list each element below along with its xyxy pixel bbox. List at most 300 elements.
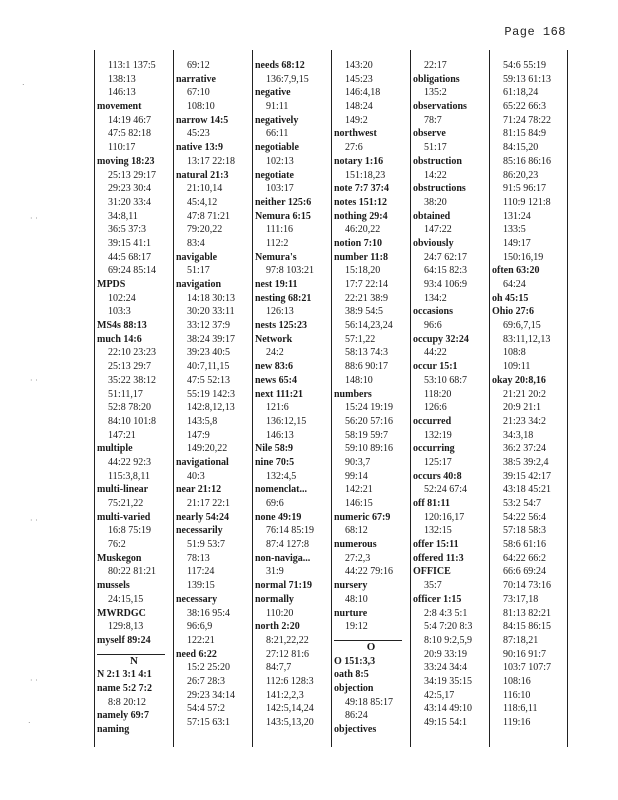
- index-entry-location: 116:10: [503, 689, 531, 701]
- index-entry-location: 71:24 78:22: [503, 114, 552, 126]
- index-entry-location: 40:7,11,15: [187, 361, 230, 373]
- index-entry-term: occasions: [413, 306, 453, 318]
- index-entry-location: 15:2 25:20: [187, 662, 231, 674]
- index-entry-term: Ohio 27:6: [492, 306, 534, 318]
- section-divider: [334, 634, 402, 641]
- index-entry-term: need 6:22: [176, 648, 217, 660]
- index-entry-location: 84:15,20: [503, 142, 539, 154]
- index-entry-term: nearly 54:24: [176, 511, 230, 523]
- index-entry-location: 78:13: [187, 552, 210, 564]
- index-entry-location: 147:21: [108, 429, 136, 441]
- index-entry-location: 31:9: [266, 566, 284, 578]
- index-entry-location: 70:14 73:16: [503, 580, 552, 592]
- index-entry-term: negotiable: [255, 142, 299, 154]
- index-entry-location: 24:7 62:17: [424, 251, 468, 263]
- index-entry-location: 80:22 81:21: [108, 566, 157, 578]
- index-entry-location: 86:24: [345, 710, 368, 722]
- index-entry-location: 99:14: [345, 470, 368, 482]
- index-entry-term: objection: [334, 682, 374, 694]
- index-entry-location: 21:23 34:2: [503, 415, 547, 427]
- index-entry-term: occurring: [413, 443, 455, 455]
- index-column: [173, 50, 252, 747]
- index-entry-location: 35:22 38:12: [108, 374, 157, 386]
- index-entry-location: 134:2: [424, 292, 447, 304]
- index-entry-location: 90:16 91:7: [503, 648, 547, 660]
- index-entry-term: offer 15:11: [413, 539, 459, 551]
- index-entry-location: 34:8,11: [108, 210, 138, 222]
- index-entry-term: Nemura 6:15: [255, 210, 311, 222]
- index-entry-term: northwest: [334, 128, 377, 140]
- index-entry-location: 81:13 82:21: [503, 607, 552, 619]
- index-entry-location: 136:7,9,15: [266, 73, 309, 85]
- index-entry-location: 81:15 84:9: [503, 128, 547, 140]
- index-entry-location: 121:6: [266, 402, 289, 414]
- index-entry-term: navigation: [176, 279, 222, 290]
- index-entry-term: notes 151:12: [334, 196, 388, 208]
- index-entry-location: 84:10 101:8: [108, 415, 157, 427]
- index-entry-location: 149:2: [345, 114, 368, 126]
- index-entry-term: obviously: [413, 237, 454, 249]
- index-entry-location: 43:18 45:21: [503, 484, 552, 496]
- index-entry-location: 15:24 19:19: [345, 402, 394, 414]
- index-entry-location: 14:19 46:7: [108, 114, 152, 126]
- index-entry-location: 143:5,8: [187, 415, 218, 427]
- index-entry-term: namely 69:7: [97, 710, 149, 722]
- index-entry-location: 22:17: [424, 60, 447, 71]
- index-entry-location: 83:11,12,13: [503, 333, 551, 345]
- index-entry-term: MPDS: [97, 279, 126, 290]
- index-entry-location: 132:15: [424, 525, 452, 537]
- index-entry-location: 20:9 21:1: [503, 402, 542, 414]
- index-entry-location: 110:17: [108, 142, 136, 154]
- index-entry-location: 49:18 85:17: [345, 696, 394, 708]
- section-divider: [97, 648, 165, 655]
- index-entry-location: 118:6,11: [503, 703, 538, 715]
- index-entry-location: 51:17: [187, 265, 210, 277]
- index-entry-location: 139:15: [187, 580, 215, 592]
- index-entry-location: 141:2,2,3: [266, 689, 304, 701]
- index-entry-location: 66:6 69:24: [503, 566, 547, 578]
- index-entry-location: 44:22: [424, 347, 447, 359]
- index-entry-term: notion 7:10: [334, 237, 383, 249]
- index-entry-location: 8:8 20:12: [108, 696, 147, 708]
- index-entry-term: OFFICE: [413, 566, 451, 578]
- index-entry-location: 110:9 121:8: [503, 196, 551, 208]
- index-entry-location: 87:18,21: [503, 634, 539, 646]
- index-entry-location: 29:23 30:4: [108, 183, 152, 195]
- index-entry-location: 53:2 54:7: [503, 498, 542, 509]
- index-entry-location: 88:6 90:17: [345, 361, 389, 373]
- index-entry-location: 29:23 34:14: [187, 689, 236, 701]
- index-entry-location: 55:19 142:3: [187, 388, 236, 400]
- index-entry-location: 108:16: [503, 675, 531, 687]
- index-entry-location: 67:10: [187, 87, 210, 99]
- index-entry-location: 27:6: [345, 142, 363, 154]
- index-entry-location: 53:10 68:7: [424, 374, 468, 386]
- index-entry-location: 42:5,17: [424, 689, 455, 701]
- index-entry-location: 51:11,17: [108, 388, 143, 400]
- index-entry-location: 103:17: [266, 183, 294, 195]
- index-entry-location: 142:8,12,13: [187, 402, 235, 414]
- index-entry-term: note 7:7 37:4: [334, 183, 389, 195]
- index-entry-term: observations: [413, 101, 467, 113]
- index-entry-term: needs 68:12: [255, 60, 305, 71]
- index-entry-location: 57:1,22: [345, 333, 376, 345]
- index-entry-location: 54:22 56:4: [503, 511, 547, 523]
- index-entry-location: 69:12: [187, 60, 210, 71]
- index-entry-location: 117:24: [187, 566, 215, 578]
- index-entry-term: near 21:12: [176, 484, 222, 496]
- index-entry-location: 84:7,7: [266, 662, 292, 674]
- index-entry-location: 57:15 63:1: [187, 717, 231, 728]
- index-entry-location: 122:21: [187, 634, 215, 646]
- index-entry-location: 43:14 49:10: [424, 703, 473, 715]
- index-entry-location: 129:8,13: [108, 621, 144, 633]
- index-entry-location: 54:4 57:2: [187, 703, 226, 715]
- index-entry-location: 64:24: [503, 279, 526, 290]
- index-entry-term: none 49:19: [255, 511, 302, 523]
- index-entry-term: mussels: [97, 580, 130, 592]
- index-column: [331, 50, 410, 747]
- index-entry-location: 143:5,13,20: [266, 717, 314, 728]
- index-entry-location: 30:20 33:11: [187, 306, 235, 318]
- index-entry-term: much 14:6: [97, 333, 142, 345]
- section-letter-heading: N: [130, 654, 138, 667]
- index-entry-location: 65:22 66:3: [503, 101, 547, 113]
- index-entry-location: 49:15 54:1: [424, 717, 468, 728]
- section-letter-heading: O: [366, 640, 376, 653]
- index-entry-location: 96:6,9: [187, 621, 213, 633]
- index-entry-location: 69:6: [266, 498, 284, 509]
- index-entry-location: 103:3: [108, 306, 131, 318]
- index-entry-location: 118:20: [424, 388, 452, 400]
- index-entry-location: 147:22: [424, 224, 452, 236]
- index-entry-term: occur 15:1: [413, 361, 458, 373]
- index-entry-term: movement: [97, 101, 142, 113]
- index-entry-location: 73:17,18: [503, 593, 539, 605]
- index-column: [252, 50, 331, 747]
- index-entry-location: 120:16,17: [424, 511, 465, 523]
- index-entry-term: nest 19:11: [255, 279, 298, 290]
- page-number: Page 168: [504, 25, 566, 39]
- index-entry-term: navigable: [176, 251, 218, 263]
- index-entry-location: 26:7 28:3: [187, 675, 226, 687]
- index-entry-location: 135:2: [424, 87, 447, 99]
- index-entry-location: 64:15 82:3: [424, 265, 468, 277]
- index-entry-location: 39:23 40:5: [187, 347, 231, 359]
- index-entry-location: 44:5 68:17: [108, 251, 152, 263]
- index-entry-location: 151:18,23: [345, 169, 386, 181]
- index-entry-location: 38:20: [424, 196, 447, 208]
- index-entry-location: 131:24: [503, 210, 531, 222]
- index-entry-term: necessarily: [176, 525, 223, 537]
- index-entry-term: obstruction: [413, 155, 462, 167]
- index-entry-location: 16:8 75:19: [108, 525, 152, 537]
- index-entry-location: 27:2,3: [345, 552, 371, 564]
- index-entry-location: 69:24 85:14: [108, 265, 157, 277]
- index-entry-location: 108:8: [503, 347, 526, 359]
- index-entry-term: natural 21:3: [176, 169, 229, 181]
- index-entry-term: moving 18:23: [97, 155, 155, 167]
- index-entry-location: 108:10: [187, 101, 215, 113]
- index-entry-term: news 65:4: [255, 374, 297, 386]
- index-entry-location: 112:6 128:3: [266, 675, 314, 687]
- index-entry-term: offered 11:3: [413, 552, 464, 564]
- index-entry-location: 69:6,7,15: [503, 320, 541, 332]
- index-entry-location: 34:3,18: [503, 429, 534, 441]
- index-entry-term: nine 70:5: [255, 456, 295, 468]
- index-entry-location: 87:4 127:8: [266, 539, 310, 551]
- index-entry-location: 17:7 22:14: [345, 279, 389, 290]
- index-entry-location: 86:20,23: [503, 169, 539, 181]
- index-entry-term: MS4s 88:13: [97, 320, 147, 332]
- index-entry-term: negative: [255, 87, 291, 99]
- index-entry-location: 61:18,24: [503, 87, 539, 99]
- index-entry-location: 64:22 66:2: [503, 552, 547, 564]
- index-entry-location: 45:23: [187, 128, 210, 140]
- index-entry-location: 83:4: [187, 237, 205, 249]
- index-entry-location: 148:24: [345, 101, 373, 113]
- index-entry-location: 90:3,7: [345, 456, 371, 468]
- index-entry-location: 2:8 4:3 5:1: [424, 607, 468, 619]
- index-entry-term: navigational: [176, 456, 229, 468]
- index-entry-location: 38:24 39:17: [187, 333, 236, 345]
- index-entry-term: number 11:8: [334, 251, 388, 263]
- index-entry-term: nesting 68:21: [255, 292, 312, 304]
- index-entry-term: N 2:1 3:1 4:1: [97, 669, 152, 681]
- index-entry-location: 44:22 79:16: [345, 566, 394, 578]
- index-entry-location: 91:11: [266, 101, 289, 113]
- index-entry-location: 150:16,19: [503, 251, 544, 263]
- margin-speck: .: [22, 78, 25, 87]
- index-entry-location: 22:21 38:9: [345, 292, 389, 304]
- index-entry-location: 56:14,23,24: [345, 320, 393, 332]
- index-entry-location: 103:7 107:7: [503, 662, 552, 674]
- index-entry-location: 54:6 55:19: [503, 60, 547, 71]
- index-entry-term: off 81:11: [413, 498, 450, 509]
- index-entry-term: okay 20:8,16: [492, 374, 546, 386]
- index-entry-term: normally: [255, 593, 294, 605]
- index-entry-term: myself 89:24: [97, 634, 151, 646]
- index-entry-location: 145:23: [345, 73, 373, 85]
- index-entry-term: obtained: [413, 210, 451, 222]
- index-entry-location: 149:20,22: [187, 443, 228, 455]
- index-entry-term: nursery: [334, 580, 368, 592]
- margin-speck: .: [28, 716, 31, 725]
- index-entry-location: 46:20,22: [345, 224, 381, 236]
- index-entry-location: 149:17: [503, 237, 531, 249]
- index-entry-location: 76:14 85:19: [266, 525, 315, 537]
- index-entry-location: 143:20: [345, 60, 373, 71]
- index-entry-location: 27:12 81:6: [266, 648, 310, 660]
- index-entry-location: 25:13 29:17: [108, 169, 157, 181]
- index-entry-location: 96:6: [424, 320, 442, 332]
- index-entry-location: 21:17 22:1: [187, 498, 231, 509]
- index-entry-location: 44:22 92:3: [108, 456, 152, 468]
- index-entry-location: 97:8 103:21: [266, 265, 315, 277]
- index-entry-location: 109:11: [503, 361, 531, 373]
- index-entry-term: numeric 67:9: [334, 511, 391, 523]
- index-entry-location: 38:9 54:5: [345, 306, 384, 318]
- index-entry-term: multi-varied: [97, 511, 151, 523]
- index-entry-location: 119:16: [503, 717, 531, 728]
- index-entry-term: occurs 40:8: [413, 470, 462, 482]
- index-entry-location: 133:5: [503, 224, 526, 236]
- index-entry-term: Muskegon: [97, 552, 142, 564]
- index-entry-location: 93:4 106:9: [424, 279, 468, 290]
- index-entry-location: 51:17: [424, 142, 447, 154]
- index-entry-location: 14:22: [424, 169, 447, 181]
- index-entry-location: 39:15 42:17: [503, 470, 552, 482]
- index-entry-term: Nile 58:9: [255, 443, 294, 455]
- index-entry-location: 24:2: [266, 347, 284, 359]
- index-entry-location: 66:11: [266, 128, 289, 140]
- index-entry-location: 125:17: [424, 456, 452, 468]
- punch-hole-mark: · ·: [30, 376, 38, 385]
- index-entry-term: non-naviga...: [255, 552, 311, 564]
- index-entry-location: 56:20 57:16: [345, 415, 394, 427]
- index-entry-location: 84:15 86:15: [503, 621, 552, 633]
- index-entry-term: occupy 32:24: [413, 333, 469, 345]
- index-entry-term: naming: [97, 724, 130, 735]
- index-entry-location: 91:5 96:17: [503, 183, 547, 195]
- index-entry-location: 51:9 53:7: [187, 539, 226, 551]
- index-entry-location: 76:2: [108, 539, 126, 551]
- index-entry-location: 35:7: [424, 580, 442, 592]
- index-entry-term: numbers: [334, 388, 372, 400]
- index-entry-term: Network: [255, 333, 293, 345]
- index-entry-location: 148:10: [345, 374, 373, 386]
- index-entry-location: 8:21,22,22: [266, 634, 309, 646]
- index-entry-term: normal 71:19: [255, 580, 312, 592]
- index-entry-location: 78:7: [424, 114, 442, 126]
- index-entry-location: 38:16 95:4: [187, 607, 231, 619]
- index-entry-location: 40:3: [187, 470, 205, 482]
- index-entry-location: 52:24 67:4: [424, 484, 468, 496]
- index-entry-term: name 5:2 7:2: [97, 682, 152, 694]
- index-entry-location: 146:15: [345, 498, 373, 509]
- index-entry-location: 25:13 29:7: [108, 361, 152, 373]
- index-entry-location: 33:12 37:9: [187, 320, 231, 332]
- index-entry-location: 68:12: [345, 525, 368, 537]
- index-entry-location: 147:9: [187, 429, 210, 441]
- index-entry-term: new 83:6: [255, 361, 294, 373]
- index-entry-location: 102:24: [108, 292, 136, 304]
- index-entry-location: 47:5 52:13: [187, 374, 231, 386]
- index-entry-location: 111:16: [266, 224, 294, 236]
- index-entry-term: occurred: [413, 415, 452, 427]
- index-entry-location: 59:10 89:16: [345, 443, 394, 455]
- index-entry-location: 47:8 71:21: [187, 210, 231, 222]
- index-entry-location: 138:13: [108, 73, 136, 85]
- index-entry-location: 58:19 59:7: [345, 429, 389, 441]
- index-entry-term: nomenclat...: [255, 484, 307, 496]
- index-entry-location: 5:4 7:20 8:3: [424, 621, 473, 633]
- index-entry-term: numerous: [334, 539, 377, 551]
- index-entry-location: 45:4,12: [187, 196, 218, 208]
- index-entry-term: neither 125:6: [255, 196, 312, 208]
- index-entry-term: MWRDGC: [97, 607, 146, 619]
- index-entry-location: 146:13: [108, 87, 136, 99]
- index-entry-location: 36:5 37:3: [108, 224, 147, 236]
- index-entry-term: negotiate: [255, 169, 294, 181]
- index-entry-term: objectives: [334, 724, 377, 735]
- index-entry-location: 21:21 20:2: [503, 388, 547, 400]
- index-entry-term: negatively: [255, 114, 299, 126]
- index-column: [410, 50, 489, 747]
- index-entry-term: multiple: [97, 443, 133, 455]
- index-entry-location: 126:13: [266, 306, 294, 318]
- index-entry-location: 85:16 86:16: [503, 155, 552, 167]
- index-entry-location: 113:1 137:5: [108, 60, 156, 71]
- index-entry-term: narrow 14:5: [176, 114, 229, 126]
- index-entry-location: 115:3,8,11: [108, 470, 151, 482]
- index-entry-term: native 13:9: [176, 142, 223, 154]
- index-entry-location: 142:5,14,24: [266, 703, 314, 715]
- index-entry-term: oh 45:15: [492, 292, 529, 304]
- index-entry-location: 24:15,15: [108, 593, 144, 605]
- punch-hole-mark: · ·: [30, 676, 38, 685]
- index-entry-term: nurture: [334, 607, 368, 619]
- punch-hole-mark: · ·: [30, 516, 38, 525]
- index-entry-location: 136:12,15: [266, 415, 307, 427]
- index-entry-term: obstructions: [413, 183, 466, 195]
- index-column: [489, 50, 568, 747]
- index-entry-location: 20:9 33:19: [424, 648, 468, 660]
- index-entry-location: 38:5 39:2,4: [503, 456, 549, 468]
- punch-hole-mark: · ·: [30, 214, 38, 223]
- index-entry-term: notary 1:16: [334, 155, 384, 167]
- index-entry-term: nests 125:23: [255, 320, 307, 332]
- index-entry-term: multi-linear: [97, 484, 149, 496]
- index-entry-location: 58:6 61:16: [503, 539, 547, 551]
- index-entry-term: north 2:20: [255, 621, 300, 633]
- index-entry-location: 110:20: [266, 607, 294, 619]
- index-entry-location: 19:12: [345, 621, 368, 633]
- index-entry-term: nothing 29:4: [334, 210, 388, 222]
- index-entry-location: 36:2 37:24: [503, 443, 547, 455]
- index-entry-location: 146:13: [266, 429, 294, 441]
- index-entry-term: necessary: [176, 593, 218, 605]
- index-entry-location: 34:19 35:15: [424, 675, 473, 687]
- index-entry-location: 102:13: [266, 155, 294, 167]
- index-entry-location: 14:18 30:13: [187, 292, 236, 304]
- index-entry-term: next 111:21: [255, 388, 304, 400]
- index-entry-location: 48:10: [345, 593, 368, 605]
- index-entry-location: 146:4,18: [345, 87, 381, 99]
- index-entry-term: oath 8:5: [334, 669, 369, 681]
- index-entry-location: 52:8 78:20: [108, 402, 152, 414]
- index-entry-term: observe: [413, 128, 446, 140]
- index-entry-location: 8:10 9:2,5,9: [424, 634, 473, 646]
- index-column: [94, 50, 173, 747]
- index-entry-location: 58:13 74:3: [345, 347, 389, 359]
- index-entry-location: 142:21: [345, 484, 373, 496]
- index-entry-location: 15:18,20: [345, 265, 381, 277]
- index-entry-location: 39:15 41:1: [108, 237, 152, 249]
- index-entry-location: 33:24 34:4: [424, 662, 468, 674]
- index-entry-location: 31:20 33:4: [108, 196, 152, 208]
- index-entry-location: 57:18 58:3: [503, 525, 547, 537]
- index-entry-term: officer 1:15: [413, 593, 462, 605]
- index-entry-location: 22:10 23:23: [108, 347, 157, 359]
- index-entry-location: 132:19: [424, 429, 452, 441]
- index-entry-location: 59:13 61:13: [503, 73, 552, 85]
- index-entry-term: Nemura's: [255, 251, 297, 263]
- index-entry-term: O 151:3,3: [334, 655, 376, 667]
- index-entry-term: often 63:20: [492, 265, 540, 277]
- index-entry-location: 75:21,22: [108, 498, 144, 509]
